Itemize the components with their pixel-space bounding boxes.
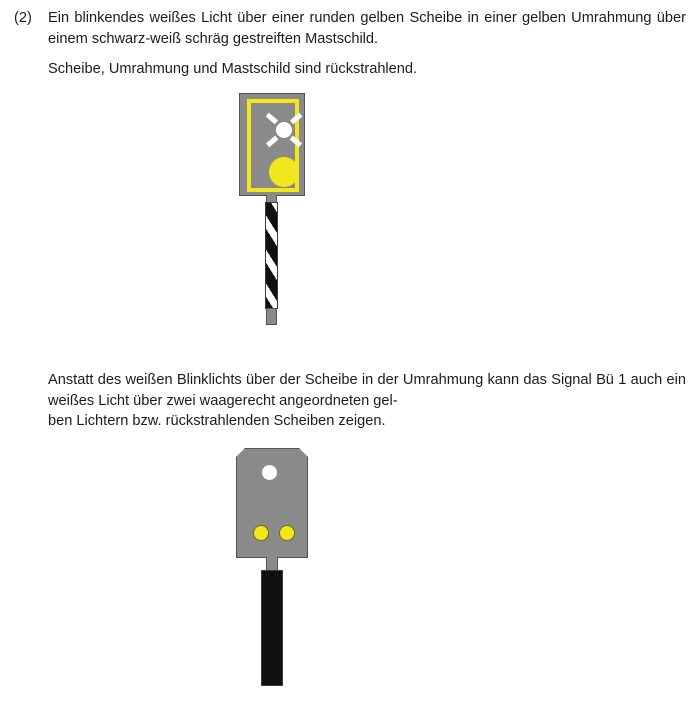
white-light-disc-icon bbox=[262, 465, 277, 480]
signal-housing bbox=[239, 93, 305, 196]
paragraph-2-block bbox=[14, 8, 686, 49]
paragraph-2-text: Ein blinkendes weißes Licht über einer runden gelben Scheibe in einer gelben Umrahmung über einem schwarz-weiß schräg gestreiften Mastschild. bbox=[48, 10, 686, 47]
light-ray-sw-icon bbox=[266, 136, 278, 147]
yellow-frame-icon bbox=[247, 99, 299, 192]
mast-sign-striped bbox=[265, 202, 278, 309]
paragraph-reflective-text: Scheibe, Umrahmung und Mastschild sind rückstrahlend. bbox=[48, 61, 418, 77]
white-light-disc-icon bbox=[276, 122, 292, 138]
signal-diagram-bue1-two-yellow-lights bbox=[236, 448, 316, 688]
yellow-light-right-icon bbox=[279, 525, 295, 541]
light-ray-ne-icon bbox=[290, 113, 302, 124]
white-blinking-light-icon bbox=[265, 111, 303, 149]
signal-housing bbox=[236, 448, 308, 558]
yellow-light-left-icon bbox=[253, 525, 269, 541]
light-ray-se-icon bbox=[290, 136, 302, 147]
mast-foot bbox=[266, 308, 277, 325]
paragraph-alternative-block bbox=[48, 370, 686, 432]
paragraph-alternative-lastline: ben Lichtern bzw. rückstrahlenden Scheiben zeigen. bbox=[48, 413, 386, 429]
mast-sign-stripes-icon bbox=[261, 570, 283, 686]
signal-mast-stub bbox=[266, 557, 278, 571]
yellow-disc-icon bbox=[269, 157, 299, 187]
mast-sign-striped bbox=[261, 570, 283, 686]
light-ray-nw-icon bbox=[266, 113, 278, 124]
signal-diagram-bue1-with-disc bbox=[239, 93, 309, 328]
mast-sign-stripes-icon bbox=[265, 202, 278, 309]
paragraph-marker: (2) bbox=[14, 10, 32, 26]
paragraph-alternative-text: Anstatt des weißen Blinklichts über der Scheibe in der Umrahmung kann das Signal Bü 1 auch ein weißes Licht über zwei waagerecht angeordneten gel- bbox=[48, 372, 686, 409]
